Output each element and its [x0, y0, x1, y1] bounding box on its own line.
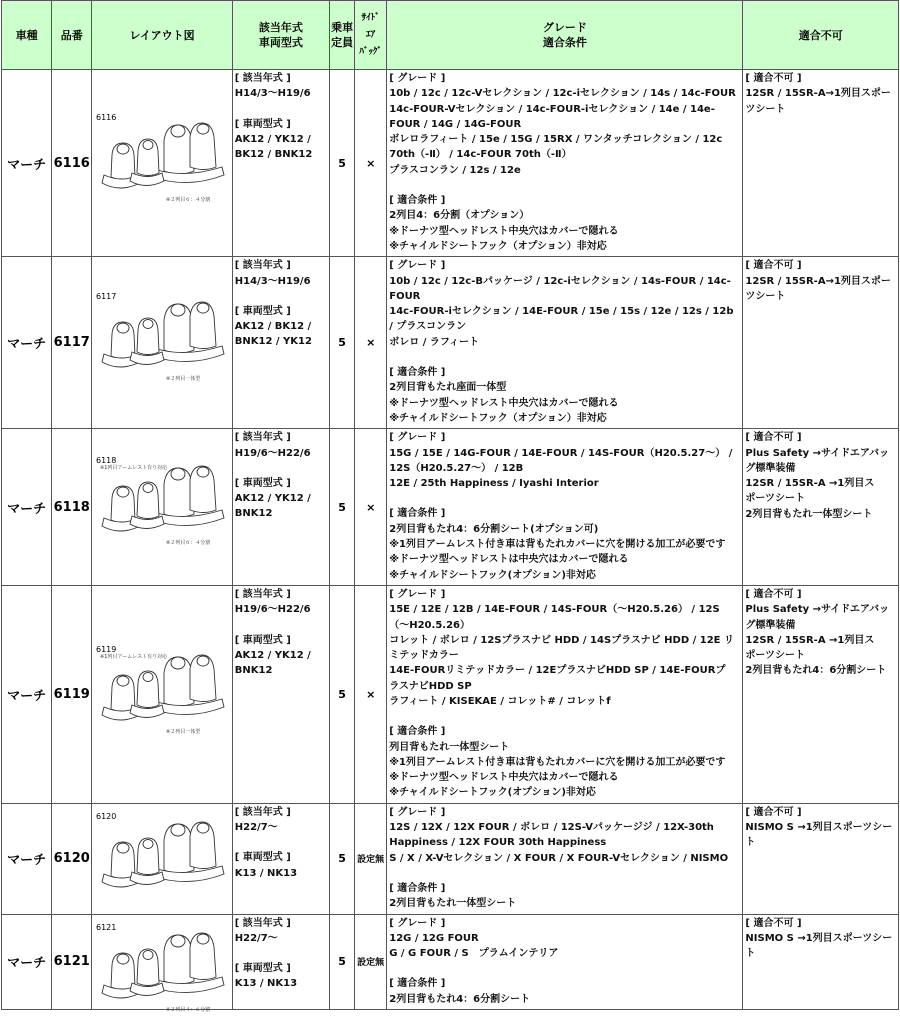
- incompatible-cell: [743, 70, 899, 257]
- side-airbag: 設定無: [355, 914, 387, 1009]
- type-label: [ 車両型式 ]: [234, 477, 291, 489]
- layout-cell: [92, 70, 232, 257]
- year-type-cell: [232, 257, 329, 429]
- grade-line: ※ドーナツ型ヘッドレスト中央穴はカバーで隠れる: [389, 225, 619, 237]
- grade-line: ※チャイルドシートフック(オプション)非対応: [389, 787, 596, 799]
- incompatible-line: Plus Safety →サイドエアバッ: [745, 604, 890, 616]
- incompatible-line: 12SR / 15SR-A→1列目スポー: [745, 275, 891, 287]
- incompatible-line: 2列目背もたれ一体型シート: [745, 508, 873, 520]
- grade-line: 列目背もたれ一体型シート: [389, 741, 510, 753]
- grade-line: 14c-FOUR-iセレクション / 14E-FOUR / 15e / 15s / 12e / 12s / 12b: [389, 306, 734, 318]
- incompatible-cell: [743, 257, 899, 429]
- model-number: 6118: [52, 429, 92, 586]
- incompatible-line: 12SR / 15SR-A →1列目ス: [745, 478, 875, 490]
- grade-cell: [387, 585, 743, 803]
- grade-line: コレット / ボレロ / 12Sプラスナビ HDD / 14Sプラスナビ HDD / 12E リ: [389, 634, 734, 646]
- car-name: マーチ: [2, 914, 52, 1009]
- diagram-note: ※２列目４：６分割: [166, 1006, 211, 1013]
- type-value: AK12 / BK12 /: [234, 321, 312, 333]
- incompatible-cell: [743, 429, 899, 586]
- car-name: マーチ: [2, 70, 52, 257]
- header-airbag-line2: ｴｱ: [366, 29, 376, 40]
- incompatible-line: ト: [745, 948, 756, 960]
- car-name: マーチ: [2, 803, 52, 914]
- grade-cell: [387, 257, 743, 429]
- type-value: K13 / NK13: [234, 867, 298, 879]
- year-type-cell: [232, 429, 329, 586]
- car-name: マーチ: [2, 429, 52, 586]
- incompatible-line: [ 適合不可 ]: [745, 432, 802, 444]
- layout-cell: [92, 914, 232, 1013]
- grade-line: ※チャイルドシートフック（オプション）非対応: [389, 240, 607, 252]
- model-number: 6119: [52, 585, 92, 803]
- grade-line: ※1列目アームレスト付き車は背もたれカバーに穴を開ける加工が必要です: [389, 756, 726, 768]
- incompatible-line: グ標準装備: [745, 462, 796, 474]
- incompatible-line: 2列目背もたれ4：6分割シート: [745, 665, 887, 677]
- capacity: 5: [330, 914, 355, 1009]
- type-label: [ 車両型式 ]: [234, 852, 291, 864]
- type-value: K13 / NK13: [234, 978, 298, 990]
- grade-line: 70th（-Ⅱ） / 14c-FOUR 70th（-Ⅱ）: [389, 149, 572, 161]
- model-number: 6116: [52, 70, 92, 257]
- model-number: 6117: [52, 257, 92, 429]
- car-name: マーチ: [2, 585, 52, 803]
- grade-line: Happiness / 12X FOUR 30th Happiness: [389, 837, 607, 849]
- incompatible-cell: [743, 914, 899, 1009]
- grade-line: ※ドーナツ型ヘッドレスト中央穴はカバーで隠れる: [389, 772, 619, 784]
- header-capacity: [330, 1, 355, 70]
- incompatible-line: ツシート: [745, 290, 786, 302]
- grade-cell: [387, 914, 743, 1009]
- capacity: 5: [330, 70, 355, 257]
- seat-layout-diagram: [94, 643, 228, 738]
- year-value: H19/6～H22/6: [234, 604, 311, 616]
- grade-line: ラスナビHDD SP: [389, 680, 472, 692]
- header-incompatible: 適合不可: [743, 1, 899, 70]
- side-airbag: ×: [355, 585, 387, 803]
- diagram-model-label: 6116: [96, 113, 117, 122]
- grade-line: / プラスコンラン: [389, 321, 467, 333]
- grade-line: ※チャイルドシートフック（オプション）非対応: [389, 412, 607, 424]
- grade-line: [ グレード ]: [389, 806, 446, 818]
- side-airbag: ×: [355, 429, 387, 586]
- year-label: [ 該当年式 ]: [234, 806, 291, 818]
- side-airbag: ×: [355, 70, 387, 257]
- grade-line: 10b / 12c / 12c-Vセレクション / 12c-iセレクション / 14s / 14c-FOUR: [389, 88, 736, 100]
- diagram-model-label: 6119: [96, 644, 117, 654]
- grade-line: 2列目背もたれ4：6分割シート(オプション可): [389, 523, 599, 535]
- grade-line: 12S（H20.5.27～） / 12B: [389, 462, 524, 474]
- seat-layout-diagram: [94, 921, 228, 1016]
- grade-line: ラフィート / KISEKAE / コレット# / コレットf: [389, 695, 611, 707]
- header-row: [2, 1, 899, 70]
- year-label: [ 該当年式 ]: [234, 588, 291, 600]
- grade-line: ※1列目アームレスト付き車は背もたれカバーに穴を開ける加工が必要です: [389, 539, 726, 551]
- grade-line: [ グレード ]: [389, 917, 446, 929]
- header-airbag-line1: ｻｲﾄﾞ: [361, 12, 380, 23]
- diagram-model-label: 6118: [96, 456, 117, 466]
- incompatible-line: ツシート: [745, 103, 786, 115]
- incompatible-line: NISMO S →1列目スポーツシー: [745, 932, 893, 944]
- type-label: [ 車両型式 ]: [234, 963, 291, 975]
- layout-cell: [92, 429, 232, 586]
- incompatible-line: 12SR / 15SR-A→1列目スポー: [745, 88, 891, 100]
- type-value: BNK12 / YK12: [234, 336, 312, 348]
- diagram-note: ※２列目一体型: [166, 376, 201, 383]
- year-type-cell: [232, 70, 329, 257]
- grade-line: G / G FOUR / S プラムインテリア: [389, 948, 559, 960]
- diagram-model-label: 6120: [96, 811, 117, 821]
- table-row: [2, 257, 899, 429]
- diagram-note: ※２列目６：４分割: [166, 540, 211, 547]
- table-body: [2, 70, 899, 1013]
- incompatible-line: [ 適合不可 ]: [745, 260, 802, 272]
- grade-line: ※ドーナツ型ヘッドレスト中央穴はカバーで隠れる: [389, 397, 619, 409]
- grade-line: [ 適合条件 ]: [389, 978, 446, 990]
- header-airbag: [355, 1, 387, 70]
- table-row: [2, 914, 899, 1009]
- side-airbag: 設定無: [355, 803, 387, 914]
- type-label: [ 車両型式 ]: [234, 634, 291, 646]
- header-car: 車種: [2, 1, 52, 70]
- incompatible-cell: [743, 585, 899, 803]
- year-type-cell: [232, 914, 329, 1009]
- capacity: 5: [330, 429, 355, 586]
- header-model-no: 品番: [52, 1, 92, 70]
- capacity: 5: [330, 585, 355, 803]
- table-row: [2, 803, 899, 914]
- header-layout: レイアウト図: [92, 1, 232, 70]
- grade-line: 14E-FOURリミテッドカラー / 12EプラスナビHDD SP / 14E-FOURプ: [389, 665, 726, 677]
- layout-cell: [92, 585, 232, 803]
- header-capacity-line2: 定員: [331, 36, 354, 49]
- diagram-sublabel: ※1列目アームレスト有り対応: [100, 465, 168, 472]
- year-value: H22/7～: [234, 822, 278, 834]
- grade-line: ボレロ / ラフィート: [389, 336, 480, 348]
- grade-line: [ 適合条件 ]: [389, 726, 446, 738]
- grade-line: ボレロラフィート / 15e / 15G / 15RX / ワンタッチコレクション / 12c: [389, 134, 723, 146]
- type-value: BNK12: [234, 508, 273, 520]
- grade-line: 10b / 12c / 12c-Bパッケージ / 12c-iセレクション / 14s-FOUR / 14c-: [389, 275, 731, 287]
- incompatible-line: [ 適合不可 ]: [745, 588, 802, 600]
- type-label: [ 車両型式 ]: [234, 118, 291, 130]
- grade-line: 2列目背もたれ一体型シート: [389, 898, 517, 910]
- grade-line: ※ドーナツ型ヘッドレストは中央穴はカバーで隠れる: [389, 554, 629, 566]
- diagram-wrapper: [94, 810, 229, 905]
- grade-line: FOUR: [389, 290, 421, 302]
- grade-line: プラスコンラン / 12s / 12e: [389, 164, 521, 176]
- incompatible-line: ト: [745, 837, 756, 849]
- diagram-note: ※２列目一体型: [166, 728, 201, 735]
- header-grade-line2: 適合条件: [542, 36, 587, 49]
- grade-line: 15G / 15E / 14G-FOUR / 14E-FOUR / 14S-FOUR（H20.5.27～） /: [389, 447, 733, 459]
- grade-line: 2列目4：6分割（オプション）: [389, 210, 530, 222]
- diagram-note: ※２列目６：４分割: [166, 197, 211, 203]
- diagram-model-label: 6121: [96, 922, 117, 932]
- model-number: 6121: [52, 914, 92, 1009]
- year-label: [ 該当年式 ]: [234, 260, 291, 272]
- grade-line: [ グレード ]: [389, 73, 446, 84]
- seat-layout-diagram: [94, 810, 228, 905]
- diagram-model-label: 6117: [96, 292, 117, 302]
- grade-line: 15E / 12E / 12B / 14E-FOUR / 14S-FOUR（～H20.5.26） / 12S: [389, 604, 720, 616]
- header-grade: [387, 1, 743, 70]
- year-label: [ 該当年式 ]: [234, 73, 291, 84]
- diagram-wrapper: [94, 643, 229, 738]
- grade-line: 2列目背もたれ座面一体型: [389, 382, 507, 394]
- layout-cell: [92, 803, 232, 914]
- incompatible-line: [ 適合不可 ]: [745, 917, 802, 929]
- grade-line: [ 適合条件 ]: [389, 195, 446, 207]
- incompatible-line: [ 適合不可 ]: [745, 73, 802, 84]
- type-label: [ 車両型式 ]: [234, 305, 291, 317]
- compatibility-table: [1, 0, 899, 1013]
- layout-cell: [92, 257, 232, 429]
- seat-layout-diagram: [94, 111, 228, 206]
- incompatible-line: Plus Safety →サイドエアバッ: [745, 447, 890, 459]
- diagram-wrapper: [94, 921, 229, 1016]
- grade-line: [ グレード ]: [389, 588, 446, 600]
- type-value: AK12 / YK12 /: [234, 493, 311, 505]
- type-value: BNK12: [234, 665, 273, 677]
- header-grade-line1: グレード: [542, 21, 587, 34]
- seat-layout-diagram: [94, 290, 228, 385]
- grade-line: [ グレード ]: [389, 432, 446, 444]
- grade-line: FOUR / 14G / 14G-FOUR: [389, 118, 522, 130]
- grade-line: [ 適合条件 ]: [389, 367, 446, 379]
- table-row: [2, 70, 899, 257]
- header-airbag-line3: ﾊﾞｯｸﾞ: [359, 46, 382, 57]
- year-value: H14/3～H19/6: [234, 88, 311, 100]
- year-value: H22/7～: [234, 932, 278, 944]
- table-row: [2, 429, 899, 586]
- model-number: 6120: [52, 803, 92, 914]
- year-label: [ 該当年式 ]: [234, 432, 291, 444]
- grade-line: [ 適合条件 ]: [389, 882, 446, 894]
- capacity: 5: [330, 257, 355, 429]
- year-value: H19/6～H22/6: [234, 447, 311, 459]
- grade-line: 12G / 12G FOUR: [389, 932, 479, 944]
- diagram-sublabel: ※1列目アームレスト有り対応: [100, 653, 168, 660]
- header-year: [232, 1, 329, 70]
- grade-line: （～H20.5.26）: [389, 619, 470, 631]
- header-year-line1: 該当年式: [258, 21, 303, 34]
- grade-line: 2列目背もたれ4：6分割シート: [389, 993, 531, 1005]
- grade-line: 14c-FOUR-Vセレクション / 14c-FOUR-iセレクション / 14e / 14e-: [389, 103, 715, 115]
- incompatible-line: ポーツシート: [745, 650, 806, 662]
- type-value: AK12 / YK12 /: [234, 133, 311, 145]
- type-value: AK12 / YK12 /: [234, 649, 311, 661]
- grade-line: ミテッドカラー: [389, 650, 459, 662]
- grade-line: [ グレード ]: [389, 260, 446, 272]
- incompatible-line: NISMO S →1列目スポーツシー: [745, 822, 893, 834]
- side-airbag: ×: [355, 257, 387, 429]
- grade-cell: [387, 70, 743, 257]
- diagram-wrapper: [94, 454, 229, 549]
- year-type-cell: [232, 585, 329, 803]
- year-label: [ 該当年式 ]: [234, 917, 291, 929]
- diagram-wrapper: [94, 290, 229, 385]
- header-year-line2: 車両型式: [258, 36, 303, 49]
- grade-line: [ 適合条件 ]: [389, 508, 446, 520]
- diagram-wrapper: [94, 111, 229, 206]
- header-capacity-line1: 乗車: [331, 21, 354, 34]
- grade-line: ※チャイルドシートフック(オプション)非対応: [389, 569, 596, 581]
- car-name: マーチ: [2, 257, 52, 429]
- incompatible-line: ポーツシート: [745, 493, 806, 505]
- type-value: BK12 / BNK12: [234, 149, 313, 161]
- grade-cell: [387, 429, 743, 586]
- seat-layout-diagram: [94, 454, 228, 549]
- grade-line: 12E / 25th Happiness / Iyashi Interior: [389, 478, 599, 490]
- grade-line: 12S / 12X / 12X FOUR / ボレロ / 12S-Vパッケージジ / 12X-30th: [389, 822, 714, 834]
- incompatible-cell: [743, 803, 899, 914]
- incompatible-line: [ 適合不可 ]: [745, 806, 802, 818]
- incompatible-line: 12SR / 15SR-A →1列目ス: [745, 634, 875, 646]
- grade-line: S / X / X-Vセレクション / X FOUR / X FOUR-Vセレクション / NISMO: [389, 852, 729, 864]
- capacity: 5: [330, 803, 355, 914]
- grade-cell: [387, 803, 743, 914]
- table-row: [2, 585, 899, 803]
- incompatible-line: グ標準装備: [745, 619, 796, 631]
- year-type-cell: [232, 803, 329, 914]
- year-value: H14/3～H19/6: [234, 275, 311, 287]
